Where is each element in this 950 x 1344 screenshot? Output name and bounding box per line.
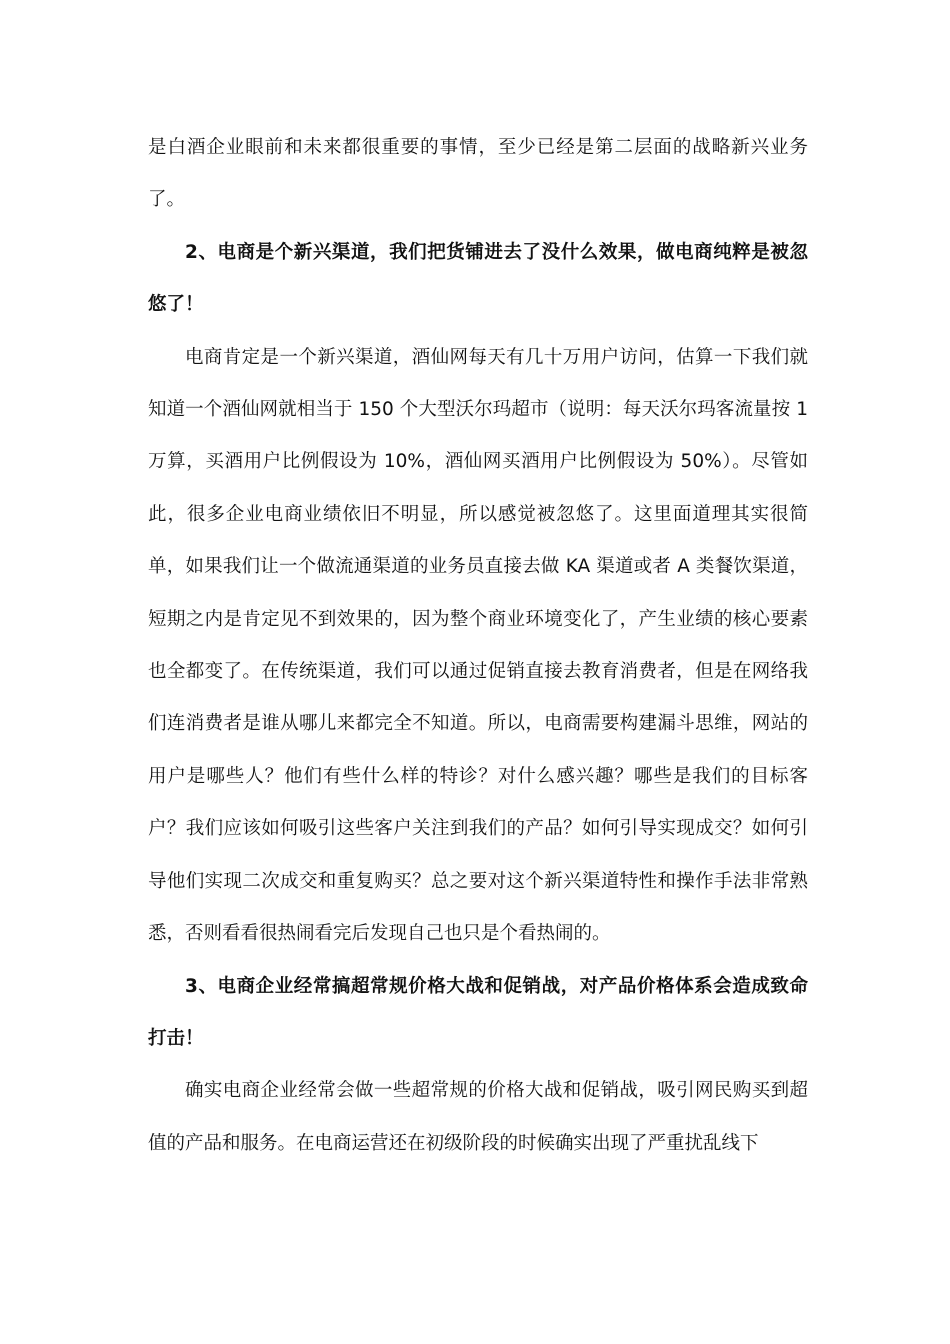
section-heading-3: 3、电商企业经常搞超常规价格大战和促销战，对产品价格体系会造成致命打击！	[148, 975, 808, 1049]
document-body	[148, 122, 808, 1170]
body-paragraph-price-war: 确实电商企业经常会做一些超常规的价格大战和促销战，吸引网民购买到超值的产品和服务。在电商运营还在初级阶段的时候确实出现了严重扰乱线下	[148, 1080, 808, 1154]
section-heading-2: 2、电商是个新兴渠道，我们把货铺进去了没什么效果，做电商纯粹是被忽悠了！	[148, 241, 808, 316]
body-paragraph-ecommerce-channel: 电商肯定是一个新兴渠道，酒仙网每天有几十万用户访问，估算一下我们就知道一个酒仙网就相当于 150 个大型沃尔玛超市（说明：每天沃尔玛客流量按 1 万算，买酒用户比例假设为 10%，酒仙网买酒用户比例假设为 50%）。尽管如此，很多企业电商业绩依旧不明显，所以感觉被忽悠了。这里面道理其实很简单，如果我们让一个做流通渠道的业务员直接去做 KA 渠道或者 A 类餐饮渠道，短期之内是肯定见不到效果的，因为整个商业环境变化了，产生业绩的核心要素也全都变了。在传统渠道，我们可以通过促销直接去教育消费者，但是在网络我们连消费者是谁从哪儿来都完全不知道。所以，电商需要构建漏斗思维，网站的用户是哪些人？他们有些什么样的特诊？对什么感兴趣？哪些是我们的目标客户？我们应该如何吸引这些客户关注到我们的产品？如何引导实现成交？如何引导他们实现二次成交和重复购买？总之要对这个新兴渠道特性和操作手法非常熟悉，否则看看很热闹看完后发现自己也只是个看热闹的。	[148, 346, 808, 945]
body-paragraph-continuation: 是白酒企业眼前和未来都很重要的事情，至少已经是第二层面的战略新兴业务了。	[148, 137, 808, 211]
